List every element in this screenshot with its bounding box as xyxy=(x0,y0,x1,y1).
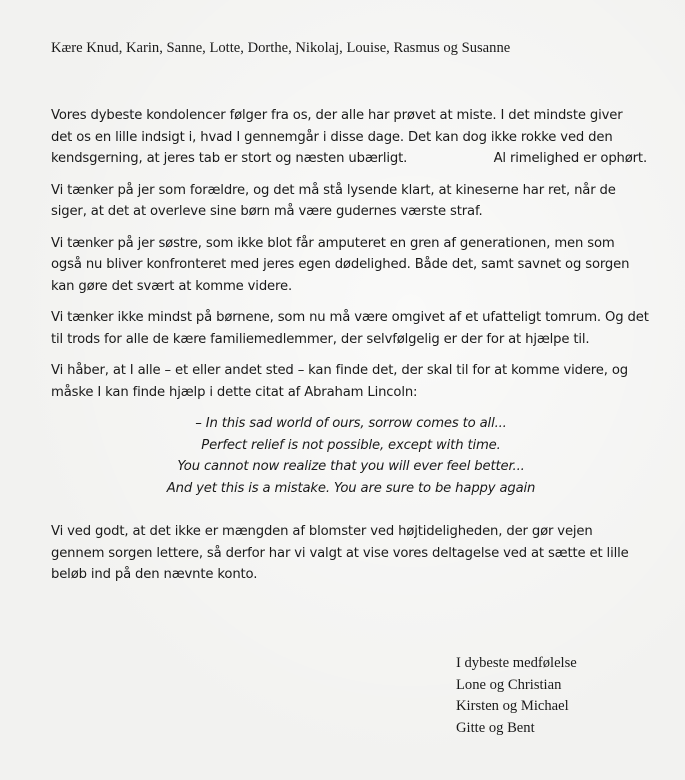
quote-line: You cannot now realize that you will ever feel better... xyxy=(177,459,525,474)
paragraph-children xyxy=(51,307,651,350)
text-line-end: Al rimelighed er ophørt. xyxy=(493,151,647,166)
text-line: beløb ind på den nævnte konto. xyxy=(51,567,258,582)
paragraph-flowers xyxy=(51,521,651,586)
lincoln-quote xyxy=(51,413,651,499)
text-line xyxy=(51,148,647,170)
signature-name: Lone og Christian xyxy=(456,676,562,693)
text-line: Vi tænker ikke mindst på børnene, som nu må være omgivet af et ufatteligt tomrum. Og det xyxy=(51,310,649,325)
closing-phrase: I dybeste medfølelse xyxy=(456,655,577,671)
paragraph-hope xyxy=(51,360,651,403)
text-line-start: kendsgerning, at jeres tab er stort og næsten ubærligt. xyxy=(51,151,408,166)
paragraph-condolences xyxy=(51,105,651,170)
text-line: kan gøre det svært at komme videre. xyxy=(51,278,292,294)
closing-signatures xyxy=(456,653,577,739)
text-line: til trods for alle de kære familiemedlemmer, der selvfølgelig er der for at hjælpe til. xyxy=(51,331,590,347)
quote-line: Perfect relief is not possible, except with time. xyxy=(201,437,501,453)
quote-line: And yet this is a mistake. You are sure to be happy again xyxy=(166,480,536,496)
text-line: Vi ved godt, at det ikke er mængden af blomster ved højtideligheden, der gør vejen xyxy=(51,524,593,539)
text-line: også nu bliver konfronteret med jeres egen dødelighed. Både det, samt savnet og sorgen xyxy=(51,257,630,272)
text-line: Vi tænker på jer som forældre, og det må stå lysende klart, at kineserne har ret, når de xyxy=(51,182,616,198)
quote-line: – In this sad world of ours, sorrow comes to all... xyxy=(195,416,507,431)
text-line: måske I kan finde hjælp i dette citat af Abraham Lincoln: xyxy=(51,384,418,400)
letter-body xyxy=(51,105,651,596)
text-line: gennem sorgen lettere, så derfor har vi valgt at vise vores deltagelse ved at sætte et lille xyxy=(51,545,629,561)
paragraph-parents xyxy=(51,180,651,223)
text-line: Vores dybeste kondolencer følger fra os, der alle har prøvet at miste. I det mindste giver xyxy=(51,108,623,123)
text-line: Vi håber, at I alle – et eller andet sted – kan finde det, der skal til for at komme videre, og xyxy=(51,363,628,378)
paragraph-sisters xyxy=(51,233,651,298)
greeting-line: Kære Knud, Karin, Sanne, Lotte, Dorthe, Nikolaj, Louise, Rasmus og Susanne xyxy=(51,40,511,56)
signature-name: Gitte og Bent xyxy=(456,719,535,736)
text-line: det os en lille indsigt i, hvad I gennemgår i disse dage. Det kan dog ikke rokke ved den xyxy=(51,129,613,145)
text-line: Vi tænker på jer søstre, som ikke blot får amputeret en gren af generationen, men som xyxy=(51,235,615,251)
signature-name: Kirsten og Michael xyxy=(456,698,569,714)
text-line: siger, at det at overleve sine børn må være gudernes værste straf. xyxy=(51,204,483,219)
